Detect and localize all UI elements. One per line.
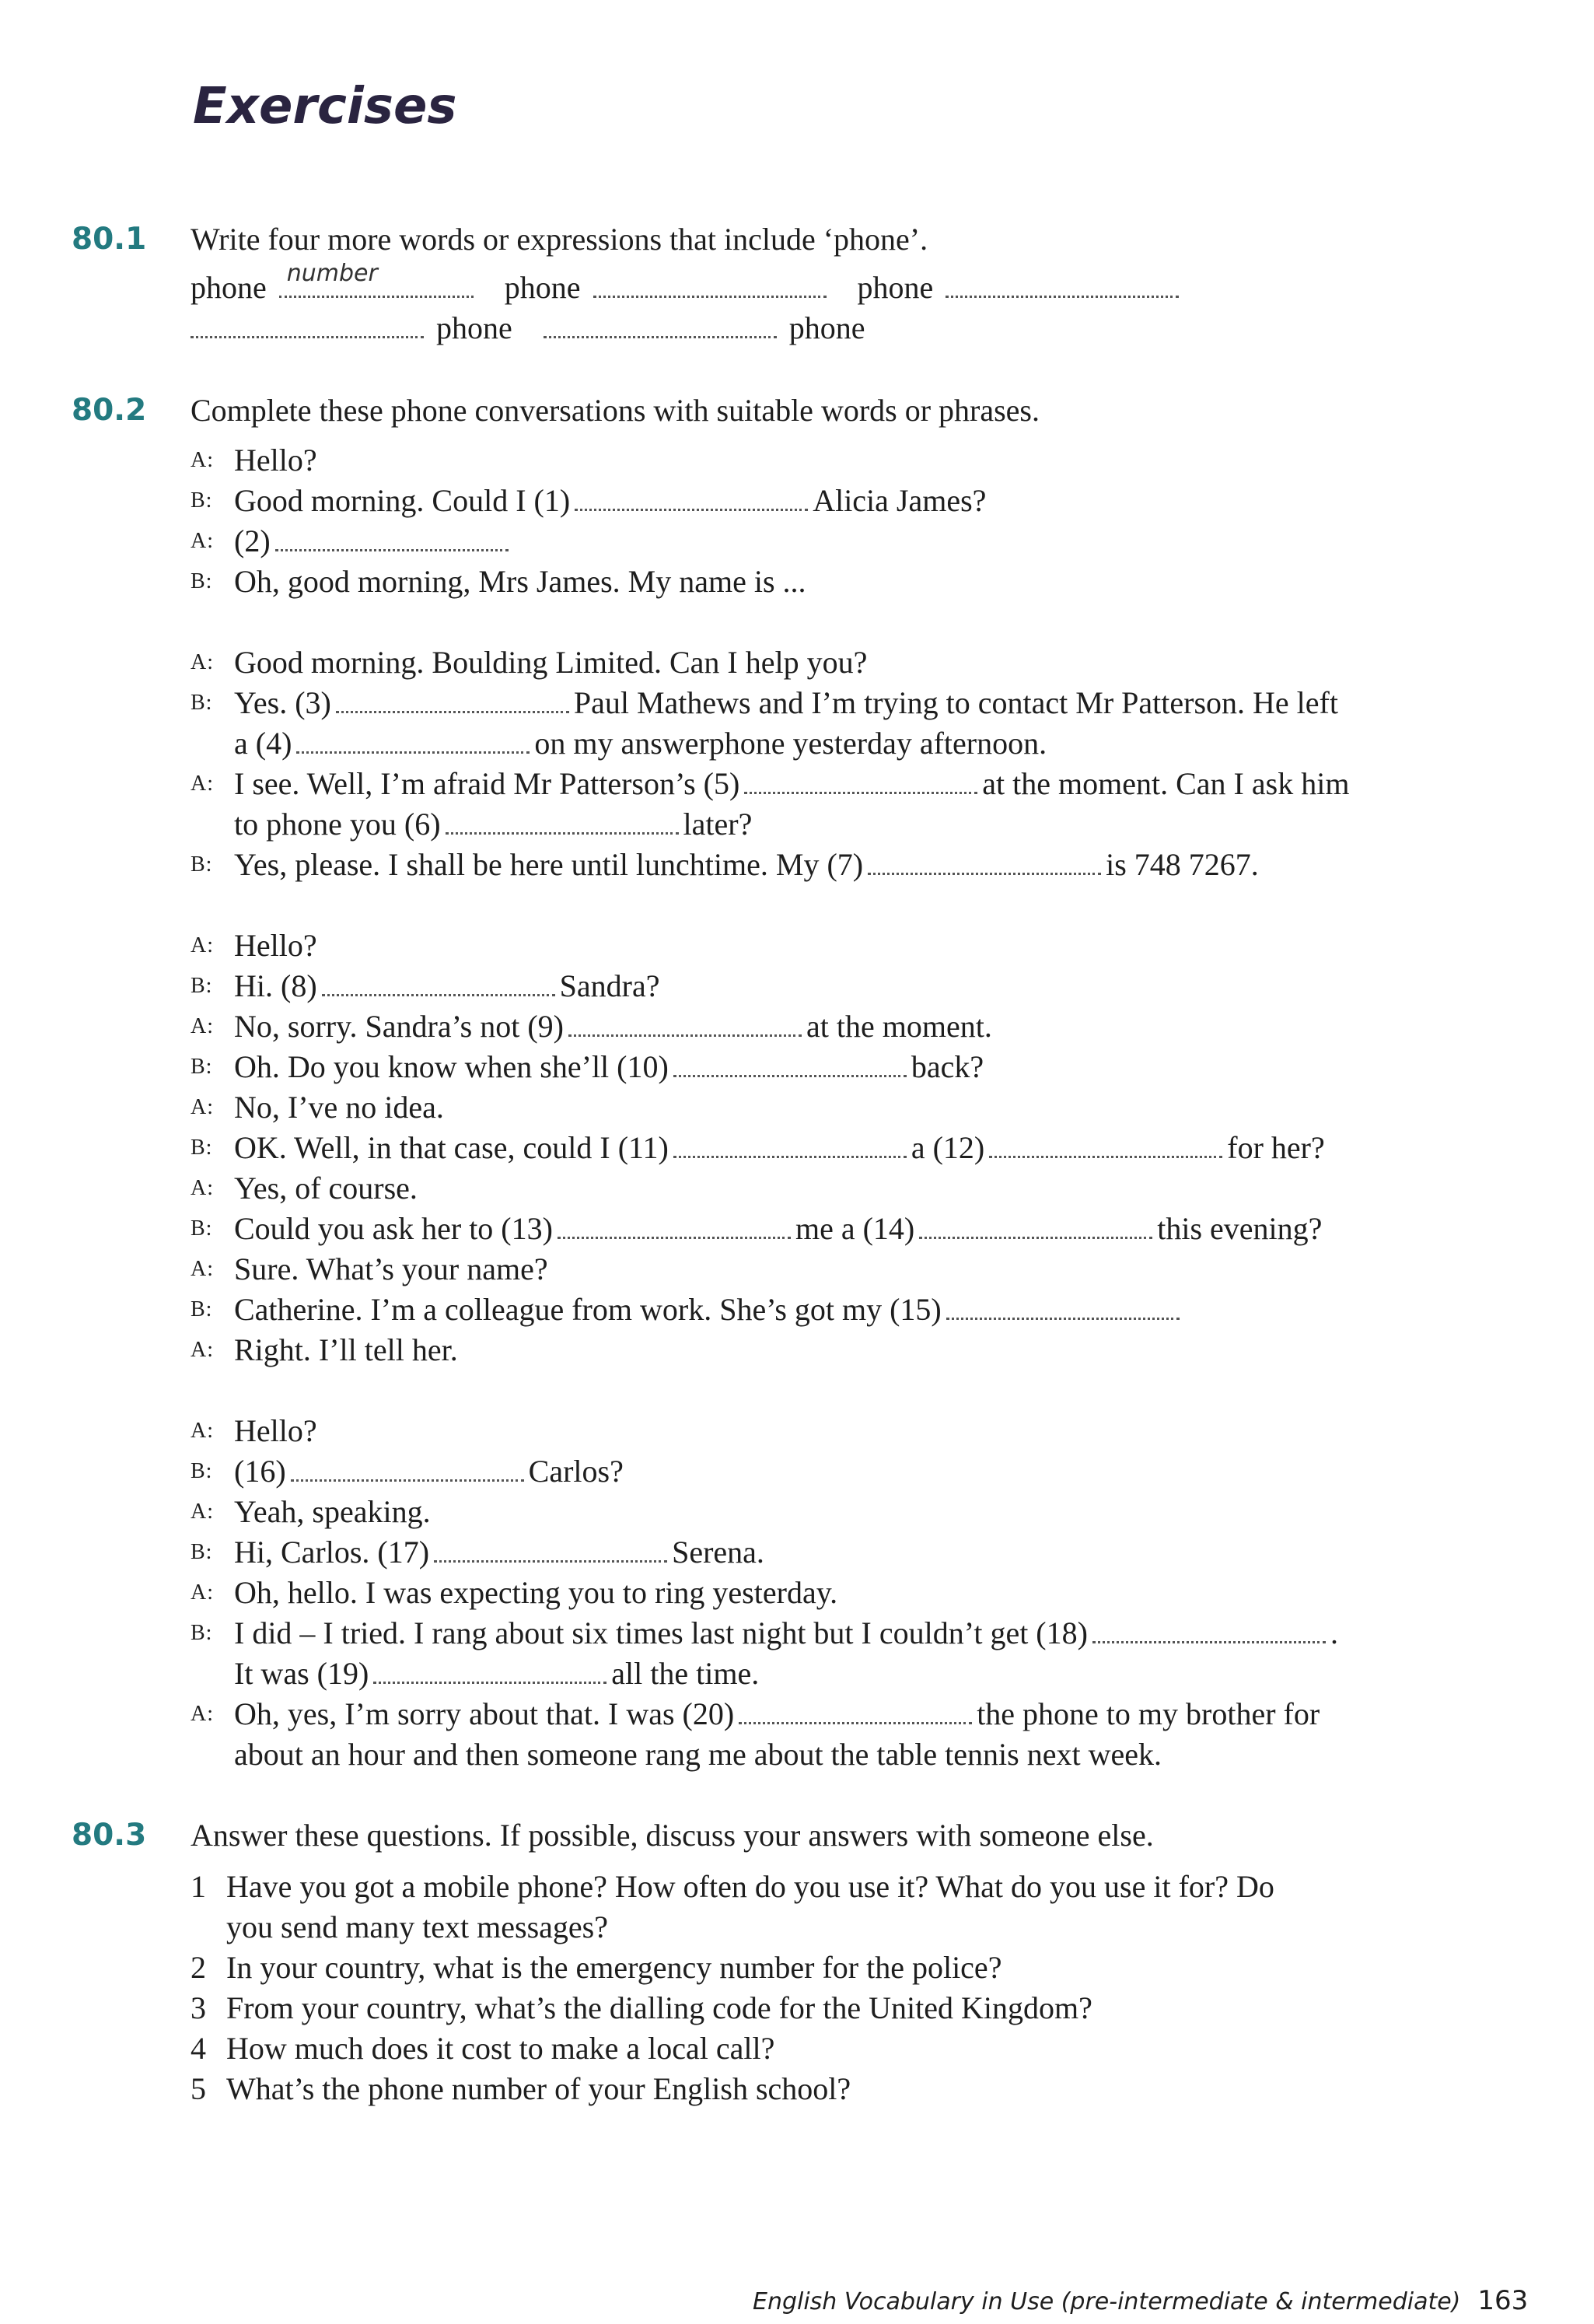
utterance-text: is 748 7267. [1106, 847, 1259, 882]
utterance-text: to phone you (6) [234, 807, 441, 842]
answer-blank[interactable] [568, 1008, 802, 1037]
question-text: you send many text messages? [226, 1909, 608, 1944]
utterance [234, 1573, 837, 1613]
answer-blank[interactable] [544, 310, 777, 338]
utterance-text: OK. Well, in that case, could I (11) [234, 1130, 669, 1165]
utterance [234, 1087, 444, 1128]
utterance-text: at the moment. [806, 1009, 992, 1044]
speaker-label: A: [191, 933, 214, 957]
utterance-text: back? [911, 1049, 984, 1084]
utterance [234, 481, 986, 521]
utterance [234, 1128, 1325, 1168]
utterance-text: Yes, of course. [234, 1171, 418, 1206]
utterance-text: Sure. What’s your name? [234, 1251, 548, 1286]
answer-blank[interactable] [673, 1048, 907, 1077]
phone-word: phone [857, 270, 934, 305]
exercise-number: 80.1 [72, 222, 147, 257]
phone-word: phone [504, 270, 581, 305]
answer-blank[interactable] [989, 1129, 1222, 1158]
phone-row-2 [191, 308, 865, 348]
utterance [234, 966, 659, 1006]
answer-blank[interactable] [373, 1655, 606, 1684]
question-text: How much does it cost to make a local call? [226, 2031, 775, 2066]
speaker-label: A: [191, 772, 214, 796]
speaker-label: B: [191, 1459, 213, 1483]
speaker-label: B: [191, 852, 213, 877]
speaker-label: A: [191, 650, 214, 674]
utterance [234, 1047, 984, 1087]
answer-blank[interactable] [279, 260, 474, 298]
exercise-instruction: Answer these questions. If possible, discuss your answers with someone else. [191, 1818, 1154, 1853]
utterance-text: on my answerphone yesterday afternoon. [534, 726, 1047, 761]
speaker-label: B: [191, 488, 213, 513]
utterance [234, 1249, 548, 1290]
answer-blank[interactable] [191, 310, 424, 338]
utterance-text: the phone to my brother for [977, 1696, 1320, 1731]
speaker-label: B: [191, 1136, 213, 1160]
speaker-label: B: [191, 1540, 213, 1564]
speaker-label: B: [191, 1055, 213, 1079]
utterance-text: I did – I tried. I rang about six times last night but I couldn’t get (18) [234, 1615, 1088, 1650]
utterance [234, 926, 317, 966]
answer-blank[interactable] [575, 482, 808, 511]
utterance [234, 1492, 431, 1532]
utterance [234, 845, 1259, 885]
speaker-label: B: [191, 1216, 213, 1241]
answer-blank[interactable] [593, 269, 827, 298]
utterance-text: Yeah, speaking. [234, 1494, 431, 1529]
answer-blank[interactable] [446, 806, 679, 835]
utterance-text: It was (19) [234, 1656, 369, 1691]
utterance-text: Yes, please. I shall be here until lunchtime. My (7) [234, 847, 864, 882]
page-number: 163 [1477, 2285, 1529, 2316]
utterance [234, 1168, 418, 1209]
answer-blank[interactable] [946, 1291, 1180, 1320]
utterance [234, 723, 1047, 764]
utterance-text: (16) [234, 1454, 286, 1489]
utterance [234, 1451, 624, 1492]
utterance-text: Catherine. I’m a colleague from work. She’s got my (15) [234, 1292, 942, 1327]
utterance [234, 1654, 759, 1694]
page-title: Exercises [193, 78, 457, 135]
utterance-text: Hello? [234, 928, 317, 963]
utterance-text: (2) [234, 523, 271, 558]
answer-blank[interactable] [434, 1534, 667, 1563]
utterance [234, 804, 752, 845]
question-number: 5 [191, 2071, 206, 2106]
utterance-text: Good morning. Boulding Limited. Can I help you? [234, 645, 868, 680]
answer-blank[interactable] [868, 846, 1101, 875]
utterance-text: No, sorry. Sandra’s not (9) [234, 1009, 565, 1044]
utterance [234, 1694, 1320, 1734]
answer-blank[interactable] [1092, 1615, 1326, 1643]
utterance-text: Sandra? [559, 968, 660, 1003]
utterance [234, 1006, 992, 1047]
speaker-label: A: [191, 1095, 214, 1119]
answer-blank[interactable] [336, 684, 569, 713]
utterance-text: later? [683, 807, 753, 842]
page-footer [753, 2285, 1530, 2316]
utterance [234, 642, 867, 683]
phone-word: phone [436, 310, 512, 345]
answer-blank[interactable] [275, 523, 509, 551]
speaker-label: A: [191, 1500, 214, 1524]
answer-blank[interactable] [291, 1453, 524, 1482]
utterance [234, 440, 317, 481]
utterance [234, 1411, 317, 1451]
utterance-text: Oh, good morning, Mrs James. My name is ... [234, 564, 806, 599]
question-text: From your country, what’s the dialling code for the United Kingdom? [226, 1990, 1092, 2025]
speaker-label: A: [191, 1014, 214, 1038]
question-number: 3 [191, 1990, 206, 2025]
question-text: What’s the phone number of your English school? [226, 2071, 851, 2106]
utterance-text: at the moment. Can I ask him [982, 766, 1350, 801]
utterance-text: Oh. Do you know when she’ll (10) [234, 1049, 669, 1084]
phone-word: phone [191, 270, 267, 305]
speaker-label: A: [191, 1580, 214, 1605]
speaker-label: A: [191, 1176, 214, 1200]
utterance-text: a (12) [911, 1130, 985, 1165]
utterance [234, 1209, 1322, 1249]
answer-blank[interactable] [919, 1210, 1152, 1239]
answer-blank[interactable] [558, 1210, 791, 1239]
speaker-label: A: [191, 1419, 214, 1443]
speaker-label: A: [191, 1338, 214, 1362]
answer-blank[interactable] [673, 1129, 907, 1158]
speaker-label: A: [191, 1257, 214, 1281]
utterance [234, 764, 1349, 804]
utterance-text: Yes. (3) [234, 685, 331, 720]
speaker-label: B: [191, 1297, 213, 1321]
utterance [234, 1290, 1184, 1330]
utterance-text: Hi, Carlos. (17) [234, 1535, 430, 1570]
phone-row-1 [191, 260, 1183, 308]
phone-word: phone [788, 310, 865, 345]
utterance-text: Oh, hello. I was expecting you to ring yesterday. [234, 1575, 838, 1610]
utterance [234, 521, 513, 562]
utterance-text: this evening? [1157, 1211, 1323, 1246]
utterance-text: all the time. [611, 1656, 760, 1691]
question-number: 4 [191, 2031, 206, 2066]
question-text: In your country, what is the emergency number for the police? [226, 1950, 1002, 1985]
speaker-label: B: [191, 569, 213, 593]
answer-blank[interactable] [744, 765, 977, 794]
utterance-text: me a (14) [795, 1211, 915, 1246]
utterance-text: for her? [1227, 1130, 1325, 1165]
question-number: 2 [191, 1950, 206, 1985]
utterance-text: about an hour and then someone rang me about the table tennis next week. [234, 1737, 1162, 1772]
utterance [234, 1734, 1162, 1775]
speaker-label: B: [191, 1621, 213, 1645]
utterance-text: Could you ask her to (13) [234, 1211, 553, 1246]
utterance-text: I see. Well, I’m afraid Mr Patterson’s (5) [234, 766, 740, 801]
book-title: English Vocabulary in Use (pre-intermediate & intermediate) [753, 2288, 1461, 2315]
question-text: Have you got a mobile phone? How often do you use it? What do you use it for? Do [226, 1869, 1274, 1904]
utterance-text: Paul Mathews and I’m trying to contact Mr Patterson. He left [573, 685, 1338, 720]
question-number: 1 [191, 1869, 206, 1904]
utterance-text: Oh, yes, I’m sorry about that. I was (20) [234, 1696, 735, 1731]
utterance [234, 562, 806, 602]
speaker-label: A: [191, 1702, 214, 1726]
handwritten-answer: number [286, 260, 378, 287]
utterance [234, 1330, 458, 1370]
utterance-text: Serena. [672, 1535, 764, 1570]
utterance-text: Good morning. Could I (1) [234, 483, 571, 518]
utterance-text: . [1330, 1615, 1338, 1650]
utterance-text: Hello? [234, 1413, 317, 1448]
exercise-number: 80.3 [72, 1818, 147, 1853]
utterance-text: Hello? [234, 443, 317, 478]
speaker-label: B: [191, 691, 213, 715]
exercise-instruction: Write four more words or expressions that include ‘phone’. [191, 222, 928, 257]
utterance-text: Alicia James? [813, 483, 987, 518]
exercise-instruction: Complete these phone conversations with suitable words or phrases. [191, 393, 1040, 428]
answer-blank[interactable] [739, 1696, 972, 1724]
utterance [234, 1532, 764, 1573]
utterance [234, 1613, 1338, 1654]
speaker-label: B: [191, 974, 213, 998]
utterance-text: a (4) [234, 726, 292, 761]
answer-blank[interactable] [322, 968, 555, 996]
answer-blank[interactable] [296, 725, 530, 754]
utterance-text: Right. I’ll tell her. [234, 1332, 458, 1367]
speaker-label: A: [191, 448, 214, 472]
answer-blank[interactable] [946, 269, 1179, 298]
utterance-text: Carlos? [528, 1454, 624, 1489]
utterance-text: Hi. (8) [234, 968, 317, 1003]
exercise-number: 80.2 [72, 393, 147, 428]
speaker-label: A: [191, 529, 214, 553]
utterance [234, 683, 1338, 723]
utterance-text: No, I’ve no idea. [234, 1090, 444, 1125]
